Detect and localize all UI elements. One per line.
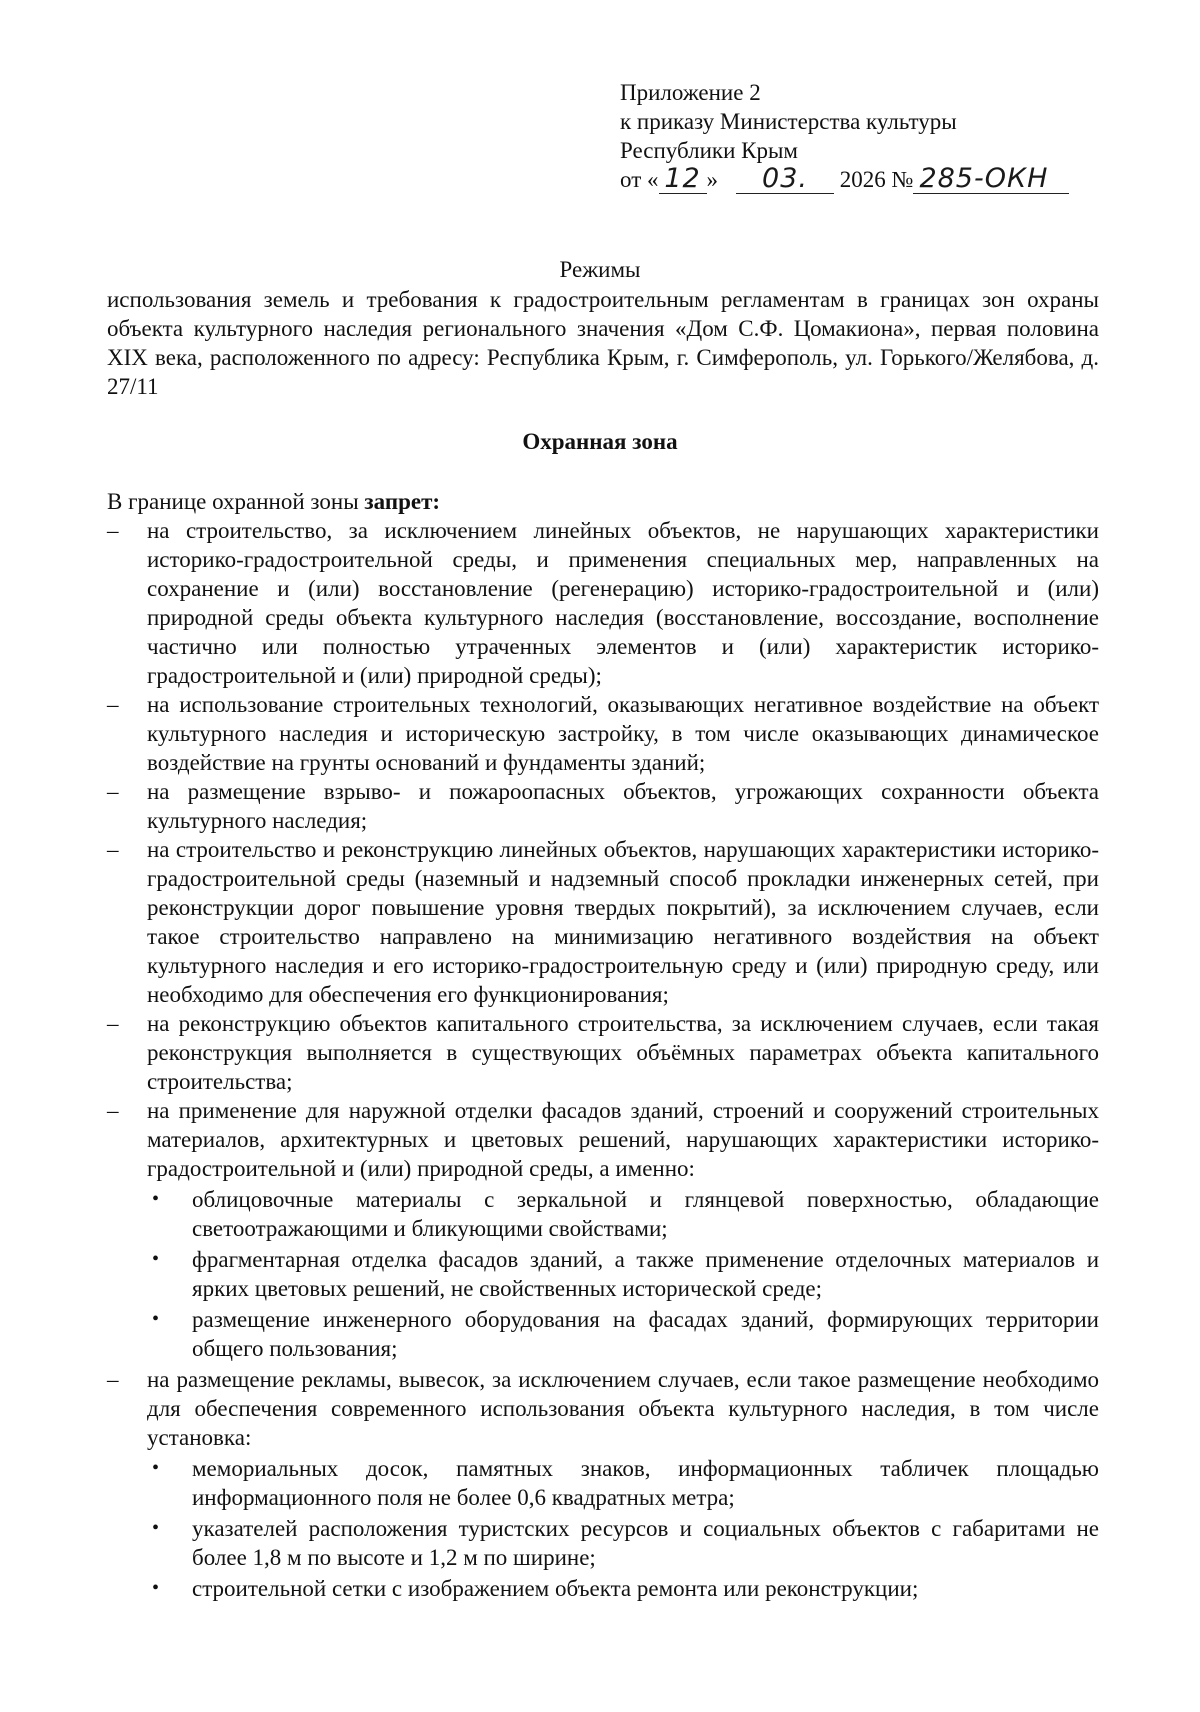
document-title: Режимы [559, 257, 641, 282]
dash-marker: – [107, 837, 119, 862]
sublist-item-text: размещение инженерного оборудования на фасадах зданий, формирующих территории общего пользования; [192, 1307, 1099, 1361]
order-reference: к приказу Министерства культуры [620, 109, 957, 134]
sublist-item-text: фрагментарная отделка фасадов зданий, а также применение отделочных материалов и ярких цветовых решений, не свойственных исторической среде; [192, 1247, 1099, 1301]
prohibitions-list [107, 516, 1099, 1605]
year-number-label: 2026 № [839, 167, 914, 192]
day-field [659, 163, 707, 194]
list-item [107, 1365, 1099, 1603]
sublist-item [107, 1245, 1099, 1303]
list-item-text: на строительство и реконструкцию линейных объектов, нарушающих характеристики историко-градостроительной среды (наземный и надземный способ прокладки инженерных сетей, при реконструкции дорог повышение уровня твердых покрытий), за исключением случаев, если такое строительство направлено на минимизацию негативного воздействия на объект культурного наследия и его историко-градостроительную среду и (или) природную среду, или необходимо для обеспечения его функционирования; [147, 837, 1099, 1007]
intro-bold: запрет: [364, 489, 441, 514]
sublist-item-text: облицовочные материалы с зеркальной и глянцевой поверхностью, обладающие светоотражающими и бликующими свойствами; [192, 1187, 1099, 1241]
republic-name: Республики Крым [620, 138, 798, 163]
sublist-item [107, 1185, 1099, 1243]
sublist [147, 1454, 1099, 1603]
list-item-text: на строительство, за исключением линейных объектов, не нарушающих характеристики историко-градостроительной среды, и применения специальных мер, направленных на сохранение и (или) восстановление (регенерацию) историко-градостроительной и (или) природной среды объекта культурного наследия (восстановление, воссоздание, восполнение частично или полностью утраченных элементов и (или) характеристик историко-градостроительной и (или) природной среды); [147, 518, 1099, 688]
bullet-marker: • [152, 1188, 160, 1210]
month-field [736, 163, 834, 194]
list-item [107, 1009, 1099, 1096]
number-field [913, 163, 1069, 194]
list-item [107, 690, 1099, 777]
sublist-item [107, 1305, 1099, 1363]
month-handwritten: 03. [762, 163, 808, 194]
dash-marker: – [107, 692, 119, 717]
appendix-label: Приложение 2 [620, 80, 761, 105]
dash-marker: – [107, 1367, 119, 1392]
list-item-text: на размещение рекламы, вывесок, за исключением случаев, если такое размещение необходимо для обеспечения современного использования объекта культурного наследия, в том числе установка: [147, 1367, 1099, 1450]
sublist-item [107, 1574, 1099, 1603]
dash-marker: – [107, 779, 119, 804]
bullet-marker: • [152, 1248, 160, 1270]
sublist-item-text: мемориальных досок, памятных знаков, информационных табличек площадью информационного поля не более 0,6 квадратных метра; [192, 1456, 1099, 1510]
sublist-item-text: указателей расположения туристских ресурсов и социальных объектов с габаритами не более 1,8 м по высоте и 1,2 м по ширине; [192, 1516, 1099, 1570]
list-item [107, 516, 1099, 690]
sublist [147, 1185, 1099, 1363]
intro-paragraph [107, 487, 1099, 516]
dash-marker: – [107, 1098, 119, 1123]
dash-marker: – [107, 518, 119, 543]
list-item-text: на реконструкцию объектов капитального строительства, за исключением случаев, если такая реконструкция выполняется в существующих объёмных параметрах объекта капитального строительства; [147, 1011, 1099, 1094]
sublist-item [107, 1514, 1099, 1572]
order-header [620, 78, 1140, 194]
list-item [107, 1096, 1099, 1363]
list-item-text: на размещение взрыво- и пожароопасных объектов, угрожающих сохранности объекта культурного наследия; [147, 779, 1099, 833]
date-prefix: от « [620, 167, 659, 192]
document-subtitle: использования земель и требования к градостроительным регламентам в границах зон охраны объекта культурного наследия регионального значения «Дом С.Ф. Цомакиона», первая половина XIX века, расположенного по адресу: Республика Крым, г. Симферополь, ул. Горького/Желябова, д. 27/11 [107, 287, 1099, 399]
date-mid: » [706, 167, 718, 192]
list-item [107, 777, 1099, 835]
sublist-item [107, 1454, 1099, 1512]
intro-text: В границе охранной зоны [107, 489, 365, 514]
bullet-marker: • [152, 1577, 160, 1599]
dash-marker: – [107, 1011, 119, 1036]
bullet-marker: • [152, 1457, 160, 1479]
bullet-marker: • [152, 1308, 160, 1330]
list-item [107, 835, 1099, 1009]
bullet-marker: • [152, 1517, 160, 1539]
list-item-text: на применение для наружной отделки фасадов зданий, строений и сооружений строительных материалов, архитектурных и цветовых решений, нарушающих характеристики историко-градостроительной и (или) природной среды, а именно: [147, 1098, 1099, 1181]
day-handwritten: 12 [664, 163, 701, 194]
number-handwritten: 285-ОКН [919, 163, 1049, 194]
zone-heading: Охранная зона [522, 429, 678, 454]
list-item-text: на использование строительных технологий, оказывающих негативное воздействие на объект культурного наследия и историческую застройку, в том числе оказывающих динамическое воздействие на грунты оснований и фундаменты зданий; [147, 692, 1099, 775]
sublist-item-text: строительной сетки с изображением объекта ремонта или реконструкции; [192, 1576, 919, 1601]
order-date-line [620, 165, 1140, 194]
